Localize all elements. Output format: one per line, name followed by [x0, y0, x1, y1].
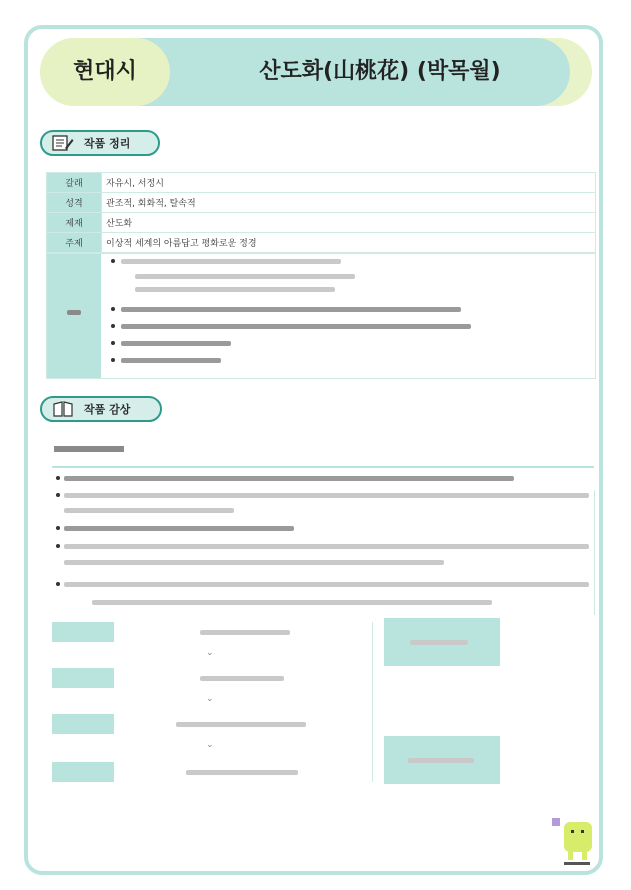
book-icon: [52, 400, 74, 418]
row-key: 제재: [47, 213, 102, 233]
flow-side-box: [384, 618, 500, 666]
section-label: 작품 정리: [84, 137, 131, 150]
table-row: [47, 173, 596, 193]
row-value: 관조적, 회화적, 탈속적: [102, 193, 596, 213]
flow-side-box: [384, 736, 500, 784]
row-value: 자유시, 서정시: [102, 173, 596, 193]
notepad-pencil-icon: [52, 134, 74, 152]
row-key: 주제: [47, 233, 102, 253]
row-value: 산도화: [102, 213, 596, 233]
mascot-character-image: [550, 808, 598, 868]
table-row: [47, 193, 596, 213]
features-key-cell: [47, 254, 101, 378]
summary-table: [46, 172, 596, 253]
appreciation-subheading: [54, 446, 124, 452]
table-row: [47, 213, 596, 233]
row-key: 갈래: [47, 173, 102, 193]
flow-key: [52, 714, 114, 734]
poem-title: 산도화(山桃花) (박목월): [259, 59, 501, 84]
flow-key: [52, 762, 114, 782]
flow-key: [52, 622, 114, 642]
divider: [52, 466, 594, 468]
genre-label: 현대시: [73, 59, 137, 84]
row-value: 이상적 세계의 아름답고 평화로운 정경: [102, 233, 596, 253]
section-label: 작품 감상: [84, 403, 131, 416]
section-header-summary: [40, 130, 160, 156]
flow-key: [52, 668, 114, 688]
features-block: [46, 253, 596, 379]
row-key: 성격: [47, 193, 102, 213]
title-banner: [40, 38, 592, 106]
section-header-appreciation: [40, 396, 162, 422]
table-row: [47, 233, 596, 253]
